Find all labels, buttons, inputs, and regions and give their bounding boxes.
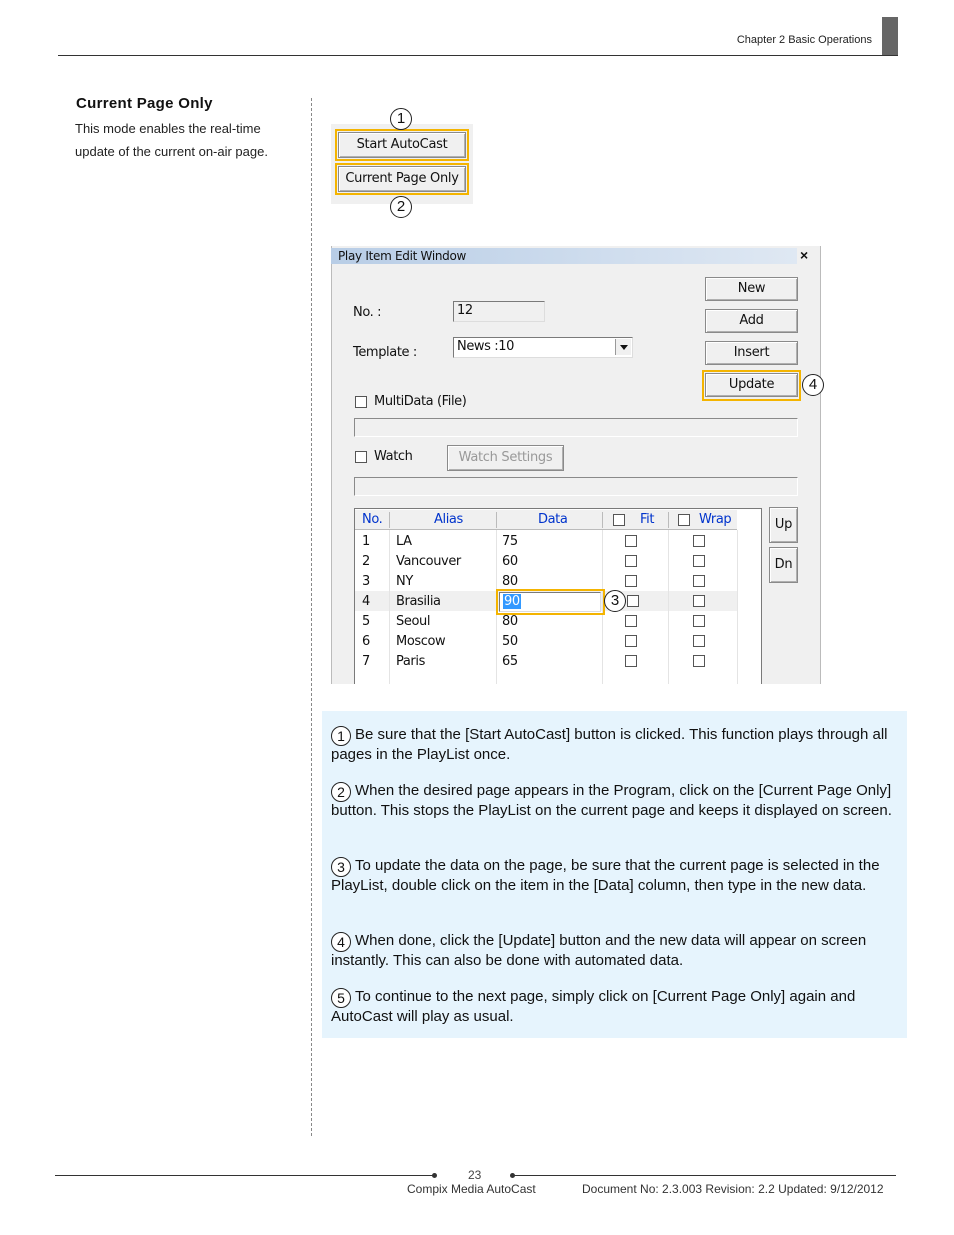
no-label: No. : (353, 305, 382, 320)
highlight-update (702, 370, 801, 401)
watch-label: Watch (374, 449, 413, 464)
instruction-step-1 (331, 726, 897, 764)
table-row-data[interactable]: 75 (502, 534, 518, 549)
step-text: To update the data on the page, be sure that the current page is selected in the PlayList, double click on the item in the [Data] column, then type in the new data. (331, 857, 880, 894)
table-row-no: 3 (362, 574, 370, 589)
column-divider (311, 98, 312, 1136)
section-title: Current Page Only (76, 95, 213, 112)
table-row-no: 5 (362, 614, 370, 629)
footer-dot (432, 1173, 437, 1178)
multidata-label: MultiData (File) (374, 394, 467, 409)
header-rule (58, 55, 898, 56)
callout-2: 2 (390, 196, 412, 218)
instruction-step-4 (331, 932, 897, 970)
highlight-start-autocast (335, 129, 469, 161)
table-row-data[interactable]: 50 (502, 634, 518, 649)
grid-line (389, 530, 390, 684)
step-text: Be sure that the [Start AutoCast] button is clicked. This function plays through all pages in the PlayList once. (331, 726, 888, 763)
wrap-checkbox[interactable] (693, 615, 705, 627)
instruction-step-3 (331, 857, 897, 895)
step-number: 2 (331, 782, 351, 802)
table-row-data[interactable]: 65 (502, 654, 518, 669)
table-row-alias[interactable]: LA (396, 534, 412, 549)
update-button[interactable]: Update (705, 373, 798, 397)
data-edit-selected-text: 90 (504, 594, 520, 609)
wrap-all-checkbox[interactable] (678, 514, 690, 526)
new-button[interactable]: New (705, 277, 798, 301)
table-row-alias[interactable]: Brasilia (396, 594, 441, 609)
table-row-no: 4 (362, 594, 370, 609)
table-row-data[interactable]: 80 (502, 574, 518, 589)
fit-all-checkbox[interactable] (613, 514, 625, 526)
fit-checkbox[interactable] (625, 615, 637, 627)
footer-product: Compix Media AutoCast (407, 1182, 536, 1196)
table-row-alias[interactable]: Seoul (396, 614, 431, 629)
table-row-no: 1 (362, 534, 370, 549)
start-autocast-button[interactable]: Start AutoCast (338, 132, 466, 158)
table-row-data[interactable]: 60 (502, 554, 518, 569)
fit-checkbox[interactable] (625, 575, 637, 587)
table-row-no: 2 (362, 554, 370, 569)
chapter-heading: Chapter 2 Basic Operations (736, 34, 872, 46)
no-field[interactable]: 12 (453, 301, 545, 322)
fit-checkbox[interactable] (625, 655, 637, 667)
col-header-alias[interactable]: Alias (434, 512, 463, 527)
step-text: When done, click the [Update] button and the new data will appear on screen instantly. This can also be done with automated data. (331, 932, 867, 969)
close-icon[interactable]: × (800, 247, 809, 263)
highlight-current-page-only (335, 163, 469, 195)
col-separator (496, 512, 497, 528)
callout-3: 3 (604, 590, 626, 612)
wrap-checkbox[interactable] (693, 655, 705, 667)
instruction-step-5 (331, 988, 897, 1026)
step-text: To continue to the next page, simply click on [Current Page Only] again and AutoCast will play as usual. (331, 988, 856, 1025)
col-header-fit[interactable]: Fit (640, 512, 655, 527)
step-number: 5 (331, 988, 351, 1008)
step-number: 4 (331, 932, 351, 952)
header-accent-block (882, 17, 898, 56)
fit-checkbox[interactable] (625, 535, 637, 547)
table-row-data[interactable]: 80 (502, 614, 518, 629)
callout-1: 1 (390, 108, 412, 130)
template-select-value: News :10 (457, 339, 514, 354)
col-header-data[interactable]: Data (538, 512, 568, 527)
step-text: When the desired page appears in the Program, click on the [Current Page Only] button. This stops the PlayList on the current page and keeps it displayed on screen. (331, 782, 892, 819)
up-button[interactable]: Up (769, 507, 798, 543)
template-select[interactable] (453, 337, 633, 358)
wrap-checkbox[interactable] (693, 575, 705, 587)
table-row-alias[interactable]: Paris (396, 654, 425, 669)
down-button[interactable]: Dn (769, 547, 798, 583)
page-number: 23 (468, 1168, 482, 1182)
footer-rule-left (55, 1175, 435, 1176)
watch-settings-button[interactable]: Watch Settings (447, 445, 564, 471)
template-label: Template : (353, 345, 417, 360)
multidata-checkbox[interactable] (355, 396, 367, 408)
step-number: 3 (331, 857, 351, 877)
fit-checkbox[interactable] (625, 635, 637, 647)
col-header-wrap[interactable]: Wrap (699, 512, 732, 527)
multidata-path-field[interactable] (354, 418, 798, 437)
wrap-checkbox[interactable] (693, 555, 705, 567)
grid-line (668, 530, 669, 684)
grid-line (737, 530, 738, 684)
insert-button[interactable]: Insert (705, 341, 798, 365)
wrap-checkbox[interactable] (693, 535, 705, 547)
table-row-no: 7 (362, 654, 370, 669)
table-row-no: 6 (362, 634, 370, 649)
instruction-step-2 (331, 782, 897, 820)
table-row-alias[interactable]: NY (396, 574, 413, 589)
section-description: This mode enables the real-time update of the current on-air page. (75, 121, 268, 159)
add-button[interactable]: Add (705, 309, 798, 333)
watch-checkbox[interactable] (355, 451, 367, 463)
footer-doc-info: Document No: 2.3.003 Revision: 2.2 Updated: 9/12/2012 (582, 1182, 884, 1196)
col-separator (668, 512, 669, 528)
window-titlebar: Play Item Edit Window (331, 248, 797, 264)
chevron-down-icon[interactable] (615, 339, 631, 355)
col-header-no[interactable]: No. (362, 512, 383, 527)
fit-checkbox[interactable] (627, 595, 639, 607)
step-number: 1 (331, 726, 351, 746)
callout-4: 4 (802, 374, 824, 396)
footer-rule-right (512, 1175, 896, 1176)
wrap-checkbox[interactable] (693, 595, 705, 607)
current-page-only-button[interactable]: Current Page Only (338, 166, 466, 192)
col-separator (602, 512, 603, 528)
fit-checkbox[interactable] (625, 555, 637, 567)
table-row-alias[interactable]: Vancouver (396, 554, 461, 569)
table-row-alias[interactable]: Moscow (396, 634, 446, 649)
col-separator (389, 512, 390, 528)
wrap-checkbox[interactable] (693, 635, 705, 647)
watch-path-field[interactable] (354, 477, 798, 496)
